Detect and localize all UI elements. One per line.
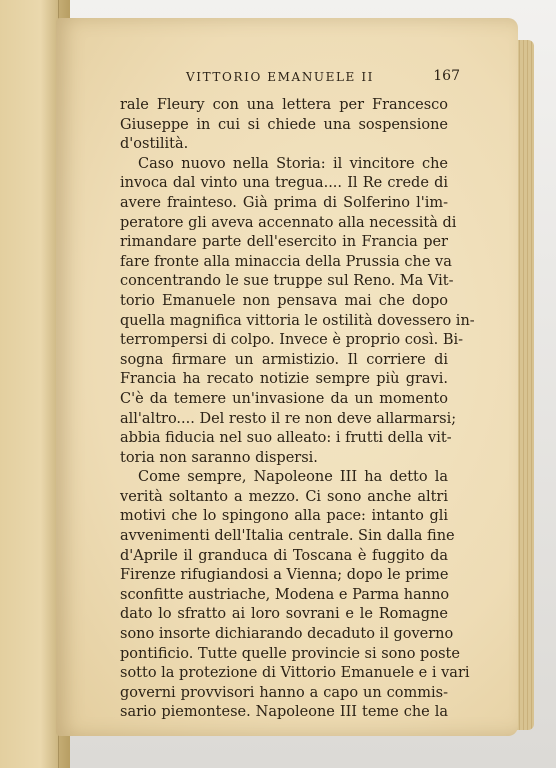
- text-line: C'è da temere un'invasione da un momento: [120, 390, 448, 407]
- text-line: verità soltanto a mezzo. Ci sono anche altri: [120, 488, 448, 505]
- text-line: sotto la protezione di Vittorio Emanuele e i vari: [120, 665, 470, 682]
- text-line: fare fronte alla minaccia della Prussia che va: [120, 253, 452, 270]
- text-line: quella magnifica vittoria le ostilità dovessero in-: [120, 312, 475, 329]
- text-line: Francia ha recato notizie sempre più gravi.: [120, 371, 448, 388]
- text-line: invoca dal vinto una tregua.... Il Re crede di: [120, 175, 448, 192]
- text-line: terrompersi di colpo. Invece è proprio così. Bi-: [120, 332, 464, 349]
- text-line: torio Emanuele non pensava mai che dopo: [120, 292, 448, 309]
- text-line: d'Aprile il granduca di Toscana è fuggito da: [120, 547, 448, 564]
- page-number: 167: [433, 68, 460, 84]
- text-line: pontificio. Tutte quelle provincie si sono poste: [120, 645, 460, 662]
- text-line: rimandare parte dell'esercito in Francia per: [120, 234, 448, 251]
- text-line: all'altro.... Del resto il re non deve allarmarsi;: [120, 410, 457, 427]
- text-line: avere frainteso. Già prima di Solferino l'im-: [120, 194, 448, 211]
- left-page-edge: [0, 0, 59, 768]
- text-line: governi provvisori hanno a capo un commis-: [120, 684, 448, 701]
- text-line: sono insorte dichiarando decaduto il governo: [120, 626, 454, 643]
- text-line: abbia fiducia nel suo alleato: i frutti della vit-: [120, 430, 452, 447]
- text-line: Firenze rifugiandosi a Vienna; dopo le prime: [120, 567, 449, 584]
- text-line: toria non saranno dispersi.: [120, 449, 318, 466]
- text-line: peratore gli aveva accennato alla necessità di: [120, 214, 457, 231]
- text-line: sconfitte austriache, Modena e Parma hanno: [120, 586, 450, 603]
- text-line: rale Fleury con una lettera per Francesco: [120, 97, 448, 113]
- text-line: dato lo sfratto ai loro sovrani e le Romagne: [120, 606, 448, 623]
- text-line: sario piemontese. Napoleone III teme che la: [120, 704, 448, 721]
- text-line: avvenimenti dell'Italia centrale. Sin dalla fine: [120, 528, 455, 545]
- text-line: Come sempre, Napoleone III ha detto la: [138, 469, 448, 486]
- page-header: [120, 68, 460, 90]
- body-text: [120, 96, 475, 723]
- text-line: concentrando le sue truppe sul Reno. Ma Vit-: [120, 273, 454, 290]
- text-line: d'ostilità.: [120, 136, 189, 153]
- text-line: Giuseppe in cui si chiede una sospensione: [120, 116, 448, 133]
- running-title: VITTORIO EMANUELE II: [186, 70, 375, 84]
- text-line: sogna firmare un armistizio. Il corriere di: [120, 351, 448, 368]
- text-line: Caso nuovo nella Storia: il vincitore che: [138, 155, 448, 172]
- text-line: motivi che lo spingono alla pace: intanto gli: [120, 508, 448, 525]
